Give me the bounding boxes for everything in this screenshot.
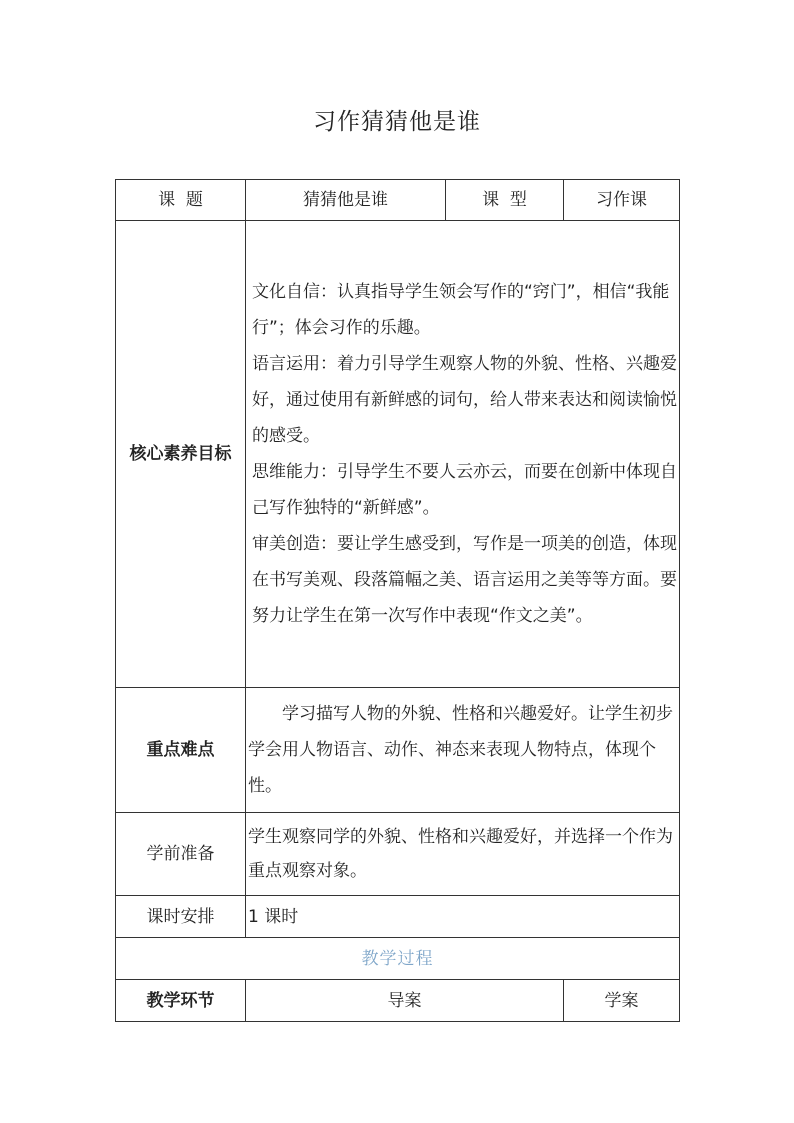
- column-stage: 教学环节: [116, 980, 246, 1022]
- process-heading-row: [116, 938, 680, 980]
- type-label: 课 型: [446, 180, 564, 221]
- goal-thinking: 思维能力：引导学生不要人云亦云，而要在创新中体现自己写作独特的“新鲜感”。: [252, 462, 677, 518]
- process-heading: 教学过程: [116, 938, 680, 980]
- process-columns-row: [116, 980, 680, 1022]
- preparation-row: [116, 813, 680, 896]
- column-guide: 导案: [246, 980, 564, 1022]
- type-value: 习作课: [564, 180, 680, 221]
- goal-language: 语言运用：着力引导学生观察人物的外貌、性格、兴趣爱好，通过使用有新鲜感的词句，给人带来表达和阅读愉悦的感受。: [252, 354, 677, 446]
- page-title: 习作猜猜他是谁: [313, 109, 481, 135]
- topic-row: [116, 180, 680, 221]
- core-goals-row: [116, 221, 680, 688]
- topic-value: 猜猜他是谁: [246, 180, 446, 221]
- lesson-plan-table: [115, 179, 680, 1022]
- preparation-label: 学前准备: [116, 813, 246, 896]
- key-points-text: 学习描写人物的外貌、性格和兴趣爱好。让学生初步学会用人物语言、动作、神态来表现人物特点，体现个性。: [246, 688, 680, 813]
- schedule-text: 1 课时: [246, 896, 680, 938]
- key-points-row: [116, 688, 680, 813]
- core-goals-label: 核心素养目标: [116, 221, 246, 688]
- goal-culture: 文化自信：认真指导学生领会写作的“窍门”，相信“我能行”；体会习作的乐趣。: [252, 282, 670, 338]
- core-goals-content: [246, 221, 680, 688]
- schedule-row: [116, 896, 680, 938]
- key-points-label: 重点难点: [116, 688, 246, 813]
- goal-aesthetic: 审美创造：要让学生感受到，写作是一项美的创造，体现在书写美观、段落篇幅之美、语言运用之美等等方面。要努力让学生在第一次写作中表现“作文之美”。: [252, 534, 677, 626]
- column-study: 学案: [564, 980, 680, 1022]
- preparation-text: 学生观察同学的外貌、性格和兴趣爱好，并选择一个作为重点观察对象。: [246, 813, 680, 896]
- schedule-label: 课时安排: [116, 896, 246, 938]
- topic-label: 课 题: [116, 180, 246, 221]
